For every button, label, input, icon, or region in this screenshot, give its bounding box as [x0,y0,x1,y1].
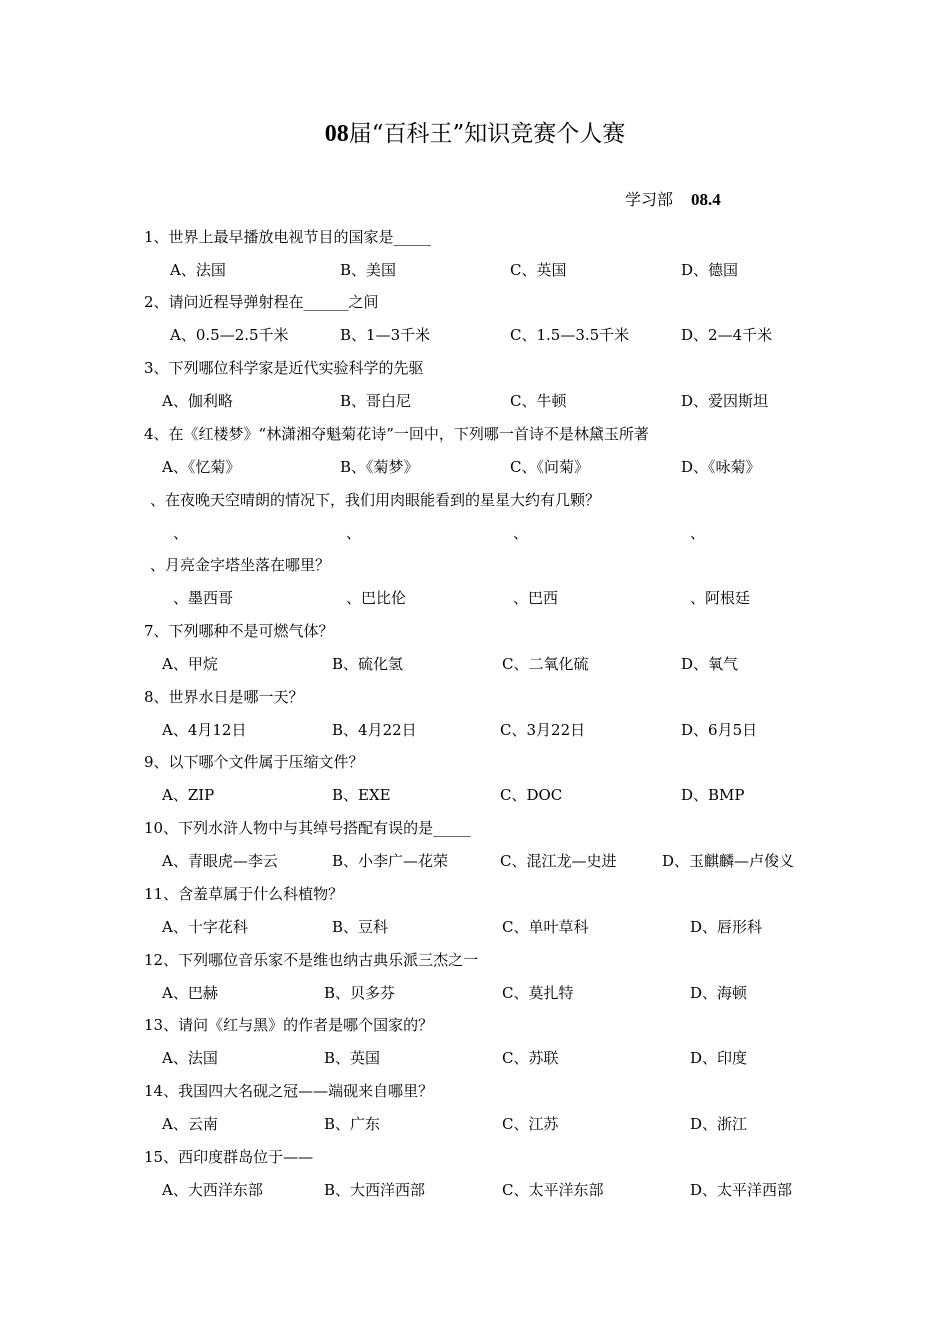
answer-option: B、小李广—花荣 [332,852,449,870]
answer-option: B、EXE [332,786,391,804]
answer-option: 、 [173,524,189,542]
answer-option: D、6月5日 [681,721,758,739]
answer-option: B、哥白尼 [340,392,412,410]
question-text: 2、请问近程导弹射程在______之间 [144,293,379,311]
question-text: 14、我国四大名砚之冠——端砚来自哪里？ [144,1082,434,1100]
answer-option: A、甲烷 [162,655,218,673]
question-text: 13、请问《红与黑》的作者是哪个国家的？ [144,1016,434,1034]
answer-option: 、阿根廷 [690,589,751,607]
answer-option: A、4月12日 [162,721,247,739]
answer-option: 、墨西哥 [173,589,234,607]
answer-option: C、1.5—3.5千米 [510,326,630,344]
answer-option: C、3月22日 [500,721,586,739]
answer-option: A、0.5—2.5千米 [170,326,289,344]
answer-option: A、青眼虎—李云 [162,852,278,870]
question-text: 8、世界水日是哪一天？ [144,688,304,706]
answer-option: D、氧气 [681,655,739,673]
question-text: 12、下列哪位音乐家不是维也纳古典乐派三杰之一 [144,951,479,969]
answer-option: B、大西洋西部 [324,1181,426,1199]
question-text: 4、在《红楼梦》“林潇湘夺魁菊花诗”一回中，下列哪一首诗不是林黛玉所著 [144,425,649,443]
question-text: 、月亮金字塔坐落在哪里？ [150,556,331,574]
answer-option: A、法国 [162,1049,218,1067]
department-line [625,188,721,212]
answer-option: A、云南 [162,1115,218,1133]
answer-option: A、法国 [170,261,226,279]
answer-option: A、ZIP [162,786,215,804]
answer-option: B、硫化氢 [332,655,404,673]
answer-option: B、1—3千米 [340,326,431,344]
answer-option: D、唇形科 [690,918,763,936]
question-text: 11、含羞草属于什么科植物？ [144,885,344,903]
answer-option: A、伽利略 [162,392,233,410]
answer-option: D、《咏菊》 [681,458,761,476]
question-text: 7、下列哪种不是可燃气体？ [144,622,334,640]
answer-option: A、十字花科 [162,918,248,936]
title-number: 08 [324,121,349,147]
answer-option: C、《问菊》 [510,458,589,476]
answer-option: D、海顿 [690,984,748,1002]
answer-option: B、豆科 [332,918,389,936]
answer-option: D、浙江 [690,1115,748,1133]
answer-option: D、印度 [690,1049,748,1067]
page-title [0,118,950,150]
question-text: 15、西印度群岛位于—— [144,1148,314,1166]
answer-option: C、单叶草科 [502,918,589,936]
answer-option: B、贝多芬 [324,984,396,1002]
answer-option: D、爱因斯坦 [681,392,769,410]
answer-option: 、 [690,524,706,542]
answer-option: C、牛顿 [510,392,567,410]
answer-option: B、广东 [324,1115,381,1133]
answer-option: C、太平洋东部 [502,1181,604,1199]
answer-option: 、 [513,524,529,542]
department-name: 学习部 [625,190,674,209]
answer-option: B、4月22日 [332,721,417,739]
answer-option: D、太平洋西部 [690,1181,793,1199]
answer-option: C、DOC [500,786,563,804]
answer-option: B、《菊梦》 [340,458,419,476]
question-text: 10、下列水浒人物中与其绰号搭配有误的是_____ [144,819,471,837]
answer-option: A、大西洋东部 [162,1181,263,1199]
answer-option: C、混江龙—史进 [500,852,617,870]
answer-option: D、2—4千米 [681,326,773,344]
question-text: 1、世界上最早播放电视节目的国家是_____ [144,228,432,246]
question-text: 9、以下哪个文件属于压缩文件？ [144,753,364,771]
answer-option: D、德国 [681,261,739,279]
answer-option: D、BMP [681,786,745,804]
answer-option: C、苏联 [502,1049,559,1067]
answer-option: 、巴西 [513,589,559,607]
question-text: 3、下列哪位科学家是近代实验科学的先驱 [144,359,424,377]
department-code: 08.4 [691,190,721,209]
answer-option: C、英国 [510,261,567,279]
answer-option: B、英国 [324,1049,381,1067]
answer-option: 、 [346,524,362,542]
answer-option: C、莫扎特 [502,984,574,1002]
answer-option: A、巴赫 [162,984,218,1002]
answer-option: D、玉麒麟—卢俊义 [662,852,795,870]
answer-option: B、美国 [340,261,397,279]
question-text: 、在夜晚天空晴朗的情况下，我们用肉眼能看到的星星大约有几颗？ [150,491,601,509]
answer-option: C、江苏 [502,1115,559,1133]
answer-option: C、二氧化硫 [502,655,589,673]
answer-option: A、《忆菊》 [162,458,241,476]
answer-option: 、巴比伦 [346,589,407,607]
title-text: 届“百科王”知识竞赛个人赛 [348,121,626,147]
